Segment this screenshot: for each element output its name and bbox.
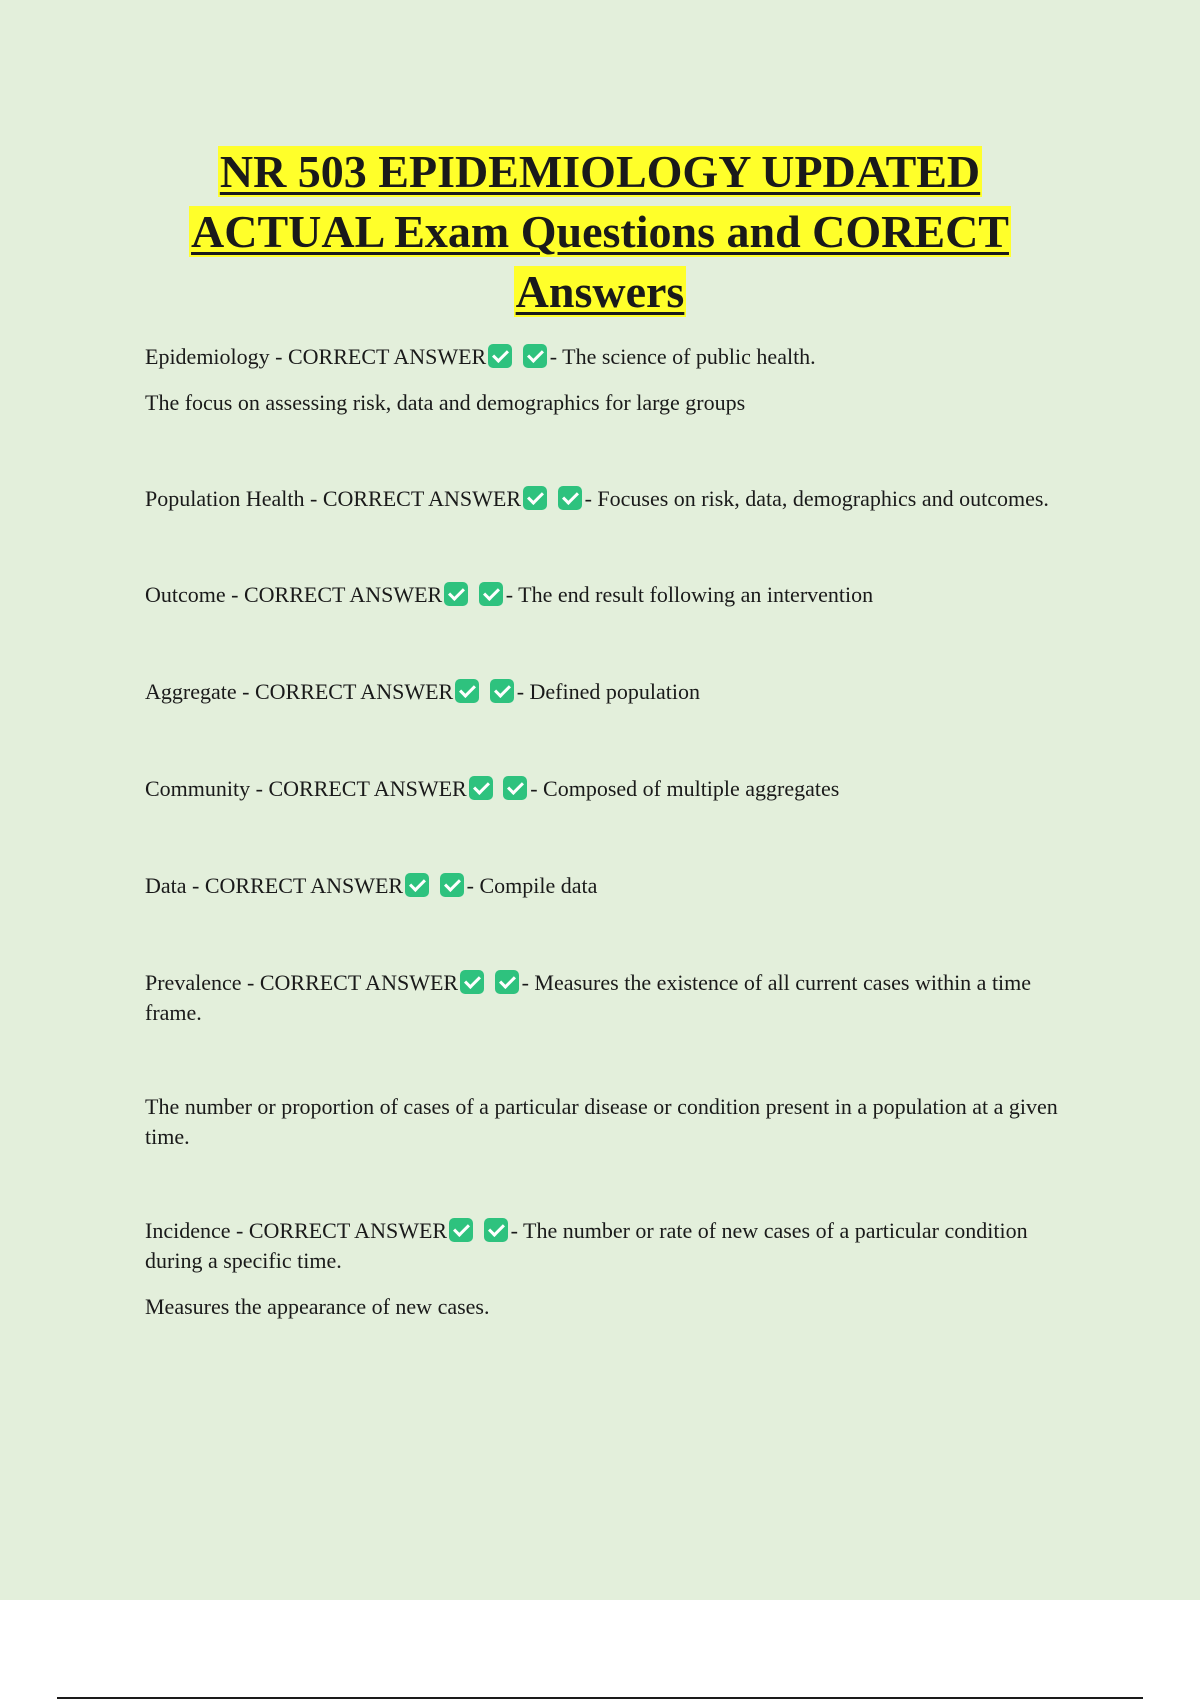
check-mark-icon [449,1218,473,1242]
check-mark-icon [440,873,464,897]
check-mark-icon [523,344,547,368]
title-line-2: ACTUAL Exam Questions and CORECT [191,206,1009,257]
entry-definition: Focuses on risk, data, demographics and outcomes. [597,486,1049,511]
qa-entry: Prevalence - CORRECT ANSWER - Measures the existence of all current cases within a time frame. The number or proportion of cases of a particular disease or condition present in a population at a given time. [145,968,1075,1152]
entry-extra: The number or proportion of cases of a particular disease or condition present in a population at a given time. [145,1094,1058,1149]
footer-divider [57,1697,1143,1699]
title-line-1: NR 503 EPIDEMIOLOGY UPDATED [219,146,981,197]
entry-extra: Measures the appearance of new cases. [145,1294,490,1319]
check-mark-icon [503,776,527,800]
answer-label: CORRECT ANSWER [243,582,443,607]
qa-entry: Aggregate - CORRECT ANSWER - Defined population [145,679,700,704]
check-mark-icon [484,1218,508,1242]
entry-definition: The end result following an intervention [518,582,874,607]
check-mark-icon [495,970,519,994]
entry-extra: The focus on assessing risk, data and demographics for large groups [145,390,746,415]
entry-term: Population Health [145,486,305,511]
entry-term: Aggregate [145,679,237,704]
entry-term: Community [145,776,251,801]
check-mark-icon [444,582,468,606]
entry-term: Outcome [145,582,226,607]
qa-entry: Community - CORRECT ANSWER - Composed of multiple aggregates [145,776,840,801]
entry-term: Prevalence [145,970,242,995]
check-mark-icon [460,970,484,994]
qa-list [145,342,1075,1322]
check-mark-icon [523,486,547,510]
qa-entry: Epidemiology - CORRECT ANSWER - The science of public health. The focus on assessing risk, data and demographics for large groups [145,342,1075,418]
check-mark-icon [490,679,514,703]
answer-label: CORRECT ANSWER [287,344,487,369]
answer-label: CORRECT ANSWER [248,1218,448,1243]
check-mark-icon [455,679,479,703]
entry-definition: Defined population [529,679,700,704]
check-mark-icon [405,873,429,897]
answer-label: CORRECT ANSWER [322,486,522,511]
check-mark-icon [558,486,582,510]
qa-entry: Data - CORRECT ANSWER - Compile data [145,873,598,898]
qa-entry: Population Health - CORRECT ANSWER - Focuses on risk, data, demographics and outcomes. [145,486,1049,511]
entry-term: Incidence [145,1218,231,1243]
entry-definition: The number or rate of new cases of a particular condition during a specific time. [145,1218,1028,1273]
entry-definition: Compile data [479,873,598,898]
title-line-3: Answers [515,266,685,317]
entry-definition: The science of public health. [562,344,816,369]
answer-label: CORRECT ANSWER [254,679,454,704]
entry-definition: Measures the existence of all current cases within a time frame. [145,970,1032,1025]
check-mark-icon [479,582,503,606]
answer-label: CORRECT ANSWER [259,970,459,995]
qa-entry: Incidence - CORRECT ANSWER - The number or rate of new cases of a particular condition during a specific time. Measures the appearance of new cases. [145,1216,1075,1322]
entry-term: Data [145,873,187,898]
check-mark-icon [469,776,493,800]
qa-entry: Outcome - CORRECT ANSWER - The end result following an intervention [145,582,874,607]
answer-label: CORRECT ANSWER [268,776,467,801]
answer-label: CORRECT ANSWER [204,873,404,898]
entry-definition: Composed of multiple aggregates [543,776,840,801]
check-mark-icon [488,344,512,368]
document-title [0,142,1200,322]
entry-term: Epidemiology [145,344,270,369]
